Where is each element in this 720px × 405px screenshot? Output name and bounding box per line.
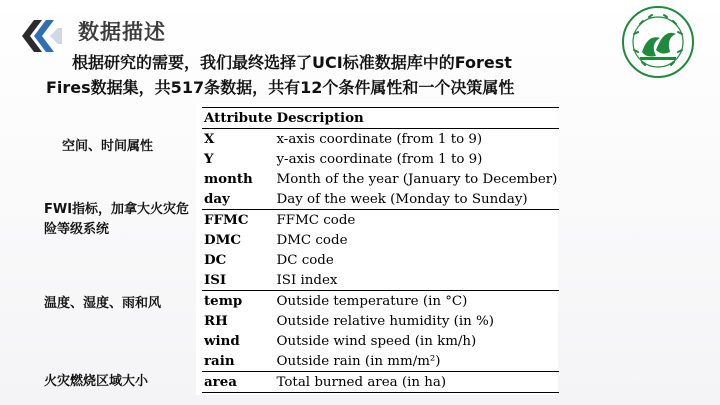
attribute-description: x-axis coordinate (from 1 to 9) [276,131,483,147]
attribute-name: area [202,372,274,393]
attribute-table [202,107,559,393]
table-row [202,230,559,250]
university-emblem [620,4,696,80]
group-label-fwi: FWI指标，加拿大火灾危险等级系统 [44,202,190,237]
group-label-area: 火灾燃烧区域大小 [44,374,149,389]
group-label-space-time: 空间、时间属性 [62,139,154,154]
attribute-description: ISI index [276,272,338,288]
attribute-description: Outside rain (in mm/m²) [276,353,441,369]
attribute-name: month [204,171,253,187]
attribute-name: rain [204,353,235,369]
attribute-name: temp [202,291,274,312]
attribute-description: DMC code [276,232,348,248]
attribute-description: Day of the week (Monday to Sunday) [276,191,528,207]
attribute-description: Outside wind speed (in km/h) [276,333,477,349]
attribute-description: DC code [276,252,334,268]
attribute-table-panel [196,103,558,395]
attribute-description: Month of the year (January to December) [276,171,558,187]
intro-text [46,50,626,100]
table-row [202,331,559,351]
attribute-name: day [204,191,230,207]
column-header-description: Description [276,110,364,126]
table-row [202,372,559,393]
table-row [202,129,559,150]
attribute-description: Outside relative humidity (in %) [276,313,494,329]
attribute-description: FFMC code [274,210,559,231]
attribute-name: X [204,131,215,147]
attribute-name: FFMC [202,210,274,231]
table-row [202,189,559,210]
attribute-description: Total burned area (in ha) [274,372,559,393]
table-row [202,270,559,291]
intro-line-1: 根据研究的需要，我们最终选择了UCI标准数据库中的Forest [72,53,512,72]
intro-line-2: Fires数据集，共517条数据，共有12个条件属性和一个决策属性 [46,78,515,97]
attribute-name: DC [204,252,227,268]
attribute-description: y-axis coordinate (from 1 to 9) [276,151,483,167]
table-row [202,351,559,372]
group-label-weather: 温度、湿度、雨和风 [44,296,162,311]
table-row [202,149,559,169]
attribute-name: ISI [204,272,227,288]
table-row [202,210,559,231]
table-row [202,311,559,331]
table-row [202,169,559,189]
table-row [202,250,559,270]
column-header-attribute: Attribute [204,110,273,126]
attribute-name: Y [204,151,214,167]
attribute-name: RH [204,313,228,329]
attribute-name: wind [204,333,240,349]
page-title: 数据描述 [78,20,166,44]
attribute-name: DMC [204,232,242,248]
attribute-description: Outside temperature (in °C) [274,291,559,312]
table-header-row [202,108,559,129]
table-row [202,291,559,312]
